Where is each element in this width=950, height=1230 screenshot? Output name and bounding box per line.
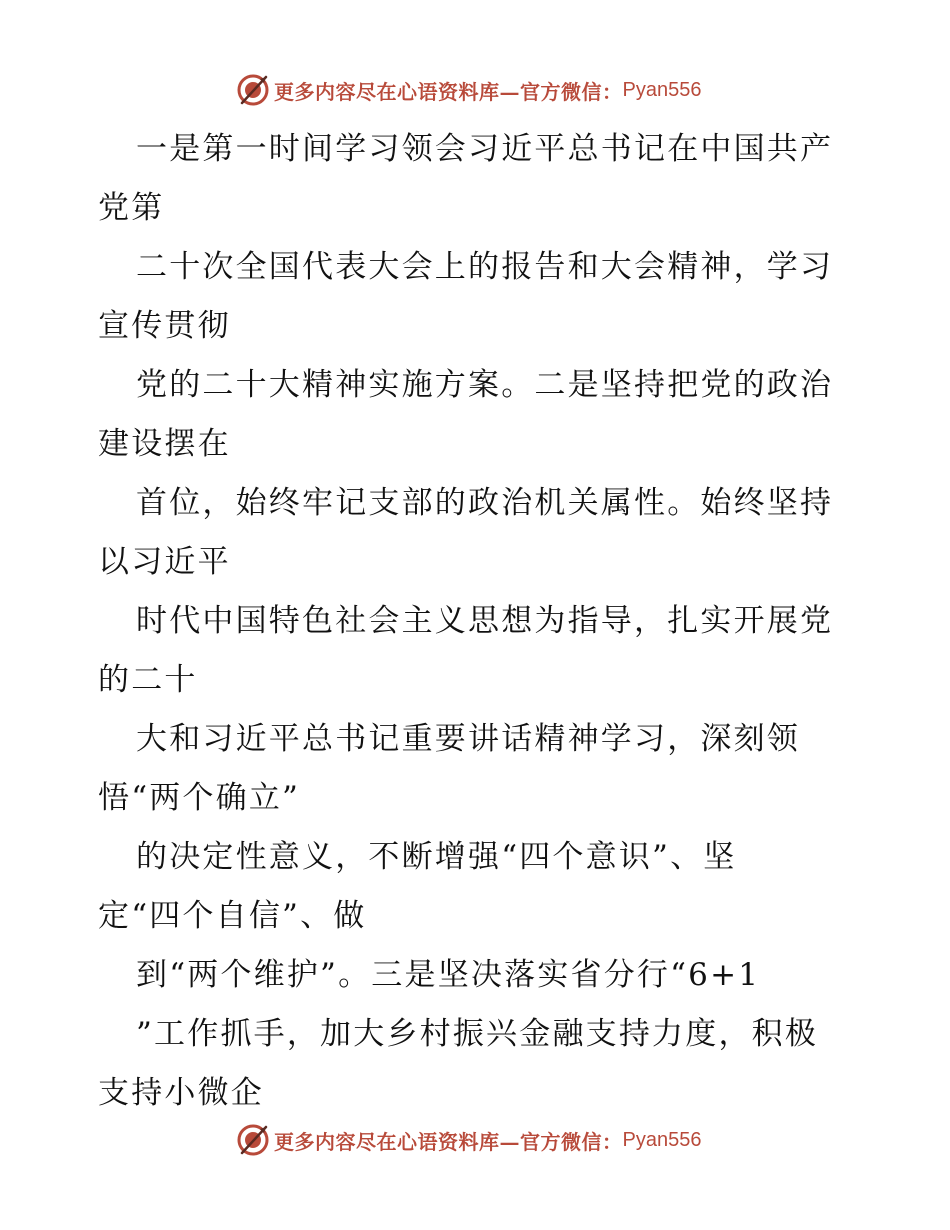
text-line: 宣传贯彻 (98, 308, 231, 344)
text-line: 定“四个自信”、做 (98, 898, 367, 934)
text-line: 一是第一时间学习领会习近平总书记在中国共产 (136, 131, 834, 167)
footer-banner (236, 1122, 716, 1158)
text-line: ”工作抓手，加大乡村振兴金融支持力度，积极 (136, 1016, 819, 1052)
text-line: 到“两个维护”。三是坚决落实省分行“6+1 (136, 957, 761, 993)
quill-seal-icon (236, 73, 270, 107)
text-line: 的二十 (98, 662, 198, 698)
text-line: 党的二十大精神实施方案。二是坚持把党的政治 (136, 367, 834, 403)
text-line: 首位，始终牢记支部的政治机关属性。始终坚持 (136, 485, 834, 521)
text-line: 的决定性意义，不断增强“四个意识”、坚 (136, 839, 737, 875)
quill-seal-icon (236, 1123, 270, 1157)
header-banner-text: 更多内容尽在心语资料库—官方微信： (274, 79, 623, 104)
text-line: 悟“两个确立” (98, 780, 301, 816)
text-line: 大和习近平总书记重要讲话精神学习，深刻领 (136, 721, 800, 757)
text-line: 时代中国特色社会主义思想为指导，扎实开展党 (136, 603, 834, 639)
text-line: 建设摆在 (98, 426, 231, 462)
header-wechat-id: Pyan556 (622, 78, 702, 101)
header-banner (236, 72, 716, 108)
text-line: 支持小微企 (98, 1075, 264, 1111)
text-line: 党第 (98, 190, 165, 226)
footer-banner-text: 更多内容尽在心语资料库—官方微信： (274, 1129, 623, 1154)
body-text (98, 120, 858, 1123)
text-line: 二十次全国代表大会上的报告和大会精神，学习 (136, 249, 834, 285)
text-line: 以习近平 (98, 544, 231, 580)
footer-wechat-id: Pyan556 (622, 1128, 702, 1151)
